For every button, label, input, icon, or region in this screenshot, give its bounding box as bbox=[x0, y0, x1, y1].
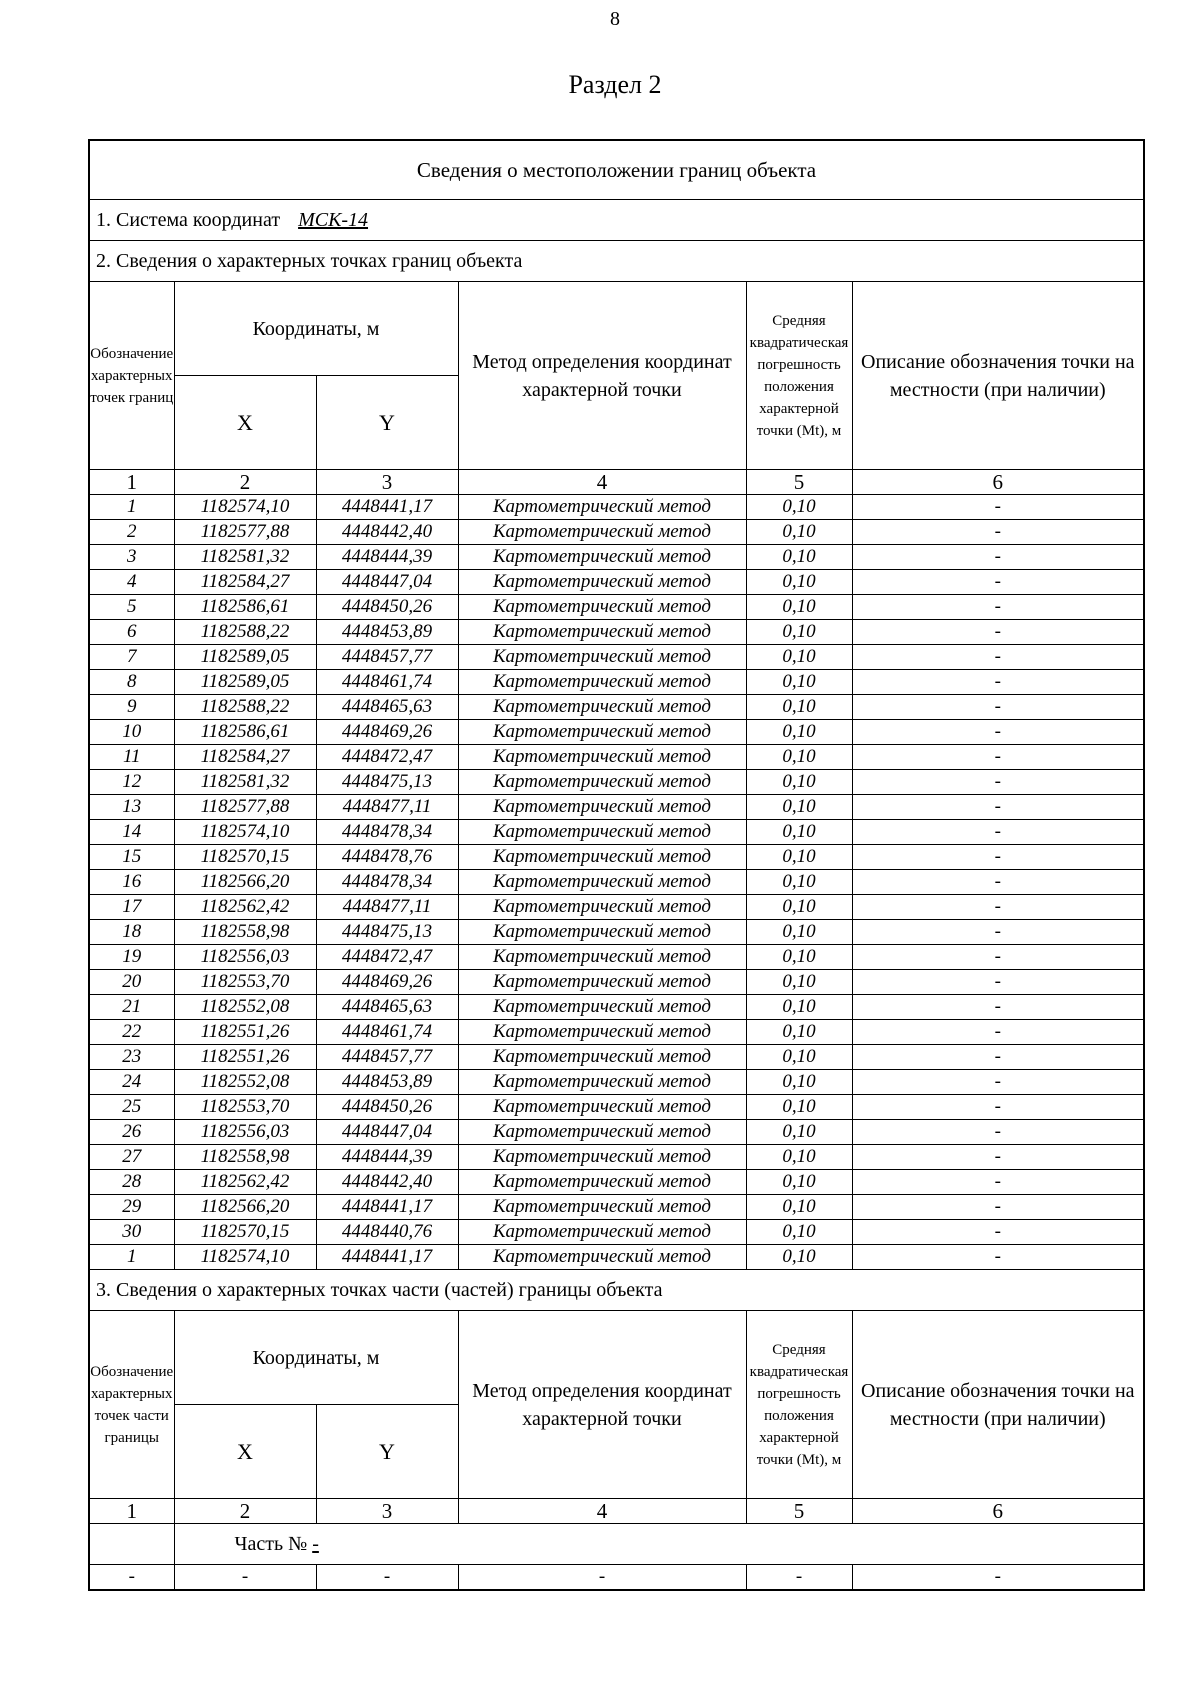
coord-y: 4448453,89 bbox=[316, 1070, 458, 1095]
coord-y: 4448442,40 bbox=[316, 520, 458, 545]
description-cell: - bbox=[852, 1145, 1144, 1170]
coord-y: 4448441,17 bbox=[316, 495, 458, 520]
method-cell: Картометрический метод bbox=[458, 545, 746, 570]
column-number: 5 bbox=[746, 1499, 852, 1524]
coord-x: 1182577,88 bbox=[174, 520, 316, 545]
error-cell: 0,10 bbox=[746, 895, 852, 920]
method-cell: Картометрический метод bbox=[458, 970, 746, 995]
method-cell: Картометрический метод bbox=[458, 1245, 746, 1270]
error-cell: 0,10 bbox=[746, 720, 852, 745]
error-cell: 0,10 bbox=[746, 1020, 852, 1045]
header-description: Описание обозначения точки на местности (при наличии) bbox=[852, 282, 1144, 470]
coord-x: 1182586,61 bbox=[174, 595, 316, 620]
point-number: 5 bbox=[89, 595, 174, 620]
column-number: 4 bbox=[458, 470, 746, 495]
coord-x: 1182551,26 bbox=[174, 1045, 316, 1070]
table-row bbox=[89, 1020, 1144, 1045]
table-row bbox=[89, 1170, 1144, 1195]
coord-y: 4448477,11 bbox=[316, 895, 458, 920]
table-row bbox=[89, 895, 1144, 920]
coord-x: 1182574,10 bbox=[174, 1245, 316, 1270]
points-section-title: 2. Сведения о характерных точках границ объекта bbox=[89, 241, 1144, 282]
coord-y: 4448450,26 bbox=[316, 595, 458, 620]
parts-header-x: X bbox=[174, 1405, 316, 1499]
description-cell: - bbox=[852, 920, 1144, 945]
table-row bbox=[89, 1045, 1144, 1070]
point-number: 2 bbox=[89, 520, 174, 545]
coord-y: 4448478,34 bbox=[316, 870, 458, 895]
method-cell: Картометрический метод bbox=[458, 895, 746, 920]
table-row bbox=[89, 695, 1144, 720]
description-cell: - bbox=[852, 620, 1144, 645]
error-cell: 0,10 bbox=[746, 595, 852, 620]
point-number: 22 bbox=[89, 1020, 174, 1045]
table-row bbox=[89, 770, 1144, 795]
coord-x: 1182552,08 bbox=[174, 1070, 316, 1095]
method-cell: Картометрический метод bbox=[458, 645, 746, 670]
error-cell: 0,10 bbox=[746, 1170, 852, 1195]
error-cell: 0,10 bbox=[746, 920, 852, 945]
parts-header-method: Метод определения координат характерной точки bbox=[458, 1311, 746, 1499]
error-cell: 0,10 bbox=[746, 945, 852, 970]
description-cell: - bbox=[852, 1045, 1144, 1070]
coord-y: 4448469,26 bbox=[316, 970, 458, 995]
coord-x: 1182577,88 bbox=[174, 795, 316, 820]
empty-cell: - bbox=[746, 1565, 852, 1591]
table-row bbox=[89, 745, 1144, 770]
column-number: 4 bbox=[458, 1499, 746, 1524]
column-number: 2 bbox=[174, 470, 316, 495]
method-cell: Картометрический метод bbox=[458, 795, 746, 820]
coord-x: 1182589,05 bbox=[174, 645, 316, 670]
empty-cell: - bbox=[458, 1565, 746, 1591]
table-row bbox=[89, 820, 1144, 845]
table-row bbox=[89, 670, 1144, 695]
description-cell: - bbox=[852, 1245, 1144, 1270]
description-cell: - bbox=[852, 1095, 1144, 1120]
table-row bbox=[89, 520, 1144, 545]
description-cell: - bbox=[852, 1120, 1144, 1145]
coord-x: 1182588,22 bbox=[174, 620, 316, 645]
table-row bbox=[89, 620, 1144, 645]
coord-x: 1182574,10 bbox=[174, 495, 316, 520]
coord-x: 1182589,05 bbox=[174, 670, 316, 695]
coord-x: 1182552,08 bbox=[174, 995, 316, 1020]
error-cell: 0,10 bbox=[746, 1220, 852, 1245]
table-row bbox=[89, 595, 1144, 620]
point-number: 28 bbox=[89, 1170, 174, 1195]
description-cell: - bbox=[852, 845, 1144, 870]
point-number: 1 bbox=[89, 495, 174, 520]
header-y: Y bbox=[316, 376, 458, 470]
header-designation: Обозначение характерных точек границ bbox=[89, 282, 174, 470]
error-cell: 0,10 bbox=[746, 620, 852, 645]
description-cell: - bbox=[852, 595, 1144, 620]
coord-y: 4448441,17 bbox=[316, 1245, 458, 1270]
method-cell: Картометрический метод bbox=[458, 670, 746, 695]
coord-x: 1182558,98 bbox=[174, 1145, 316, 1170]
error-cell: 0,10 bbox=[746, 570, 852, 595]
coord-y: 4448442,40 bbox=[316, 1170, 458, 1195]
table-row bbox=[89, 845, 1144, 870]
description-cell: - bbox=[852, 745, 1144, 770]
parts-section-title: 3. Сведения о характерных точках части (частей) границы объекта bbox=[89, 1270, 1144, 1311]
table-row bbox=[89, 920, 1144, 945]
part-label: Часть № bbox=[234, 1532, 308, 1555]
coord-x: 1182562,42 bbox=[174, 1170, 316, 1195]
table-row bbox=[89, 945, 1144, 970]
coord-y: 4448440,76 bbox=[316, 1220, 458, 1245]
error-cell: 0,10 bbox=[746, 970, 852, 995]
parts-header-description: Описание обозначения точки на местности (при наличии) bbox=[852, 1311, 1144, 1499]
point-number: 9 bbox=[89, 695, 174, 720]
method-cell: Картометрический метод bbox=[458, 720, 746, 745]
table-row bbox=[89, 1070, 1144, 1095]
method-cell: Картометрический метод bbox=[458, 1070, 746, 1095]
parts-column-numbers-row bbox=[89, 1499, 1144, 1524]
error-cell: 0,10 bbox=[746, 645, 852, 670]
coord-x: 1182570,15 bbox=[174, 1220, 316, 1245]
table-row bbox=[89, 995, 1144, 1020]
column-numbers-row bbox=[89, 470, 1144, 495]
description-cell: - bbox=[852, 1020, 1144, 1045]
table-row bbox=[89, 1220, 1144, 1245]
coord-x: 1182581,32 bbox=[174, 545, 316, 570]
table-row bbox=[89, 1095, 1144, 1120]
coord-x: 1182556,03 bbox=[174, 945, 316, 970]
point-number: 10 bbox=[89, 720, 174, 745]
point-number: 23 bbox=[89, 1045, 174, 1070]
coord-x: 1182566,20 bbox=[174, 1195, 316, 1220]
description-cell: - bbox=[852, 945, 1144, 970]
method-cell: Картометрический метод bbox=[458, 845, 746, 870]
part-spacer bbox=[89, 1524, 174, 1565]
error-cell: 0,10 bbox=[746, 845, 852, 870]
empty-cell: - bbox=[852, 1565, 1144, 1591]
error-cell: 0,10 bbox=[746, 545, 852, 570]
error-cell: 0,10 bbox=[746, 745, 852, 770]
point-number: 8 bbox=[89, 670, 174, 695]
description-cell: - bbox=[852, 770, 1144, 795]
table-row bbox=[89, 645, 1144, 670]
parts-header-designation: Обозначение характерных точек части границы bbox=[89, 1311, 174, 1499]
empty-cell: - bbox=[89, 1565, 174, 1591]
coord-y: 4448475,13 bbox=[316, 920, 458, 945]
point-number: 11 bbox=[89, 745, 174, 770]
description-cell: - bbox=[852, 1195, 1144, 1220]
error-cell: 0,10 bbox=[746, 1120, 852, 1145]
coordinate-system-label: 1. Система координат bbox=[96, 208, 281, 231]
coord-x: 1182551,26 bbox=[174, 1020, 316, 1045]
coord-x: 1182574,10 bbox=[174, 820, 316, 845]
coord-y: 4448472,47 bbox=[316, 945, 458, 970]
error-cell: 0,10 bbox=[746, 1145, 852, 1170]
error-cell: 0,10 bbox=[746, 695, 852, 720]
point-number: 3 bbox=[89, 545, 174, 570]
table-row bbox=[89, 495, 1144, 520]
column-number: 1 bbox=[89, 470, 174, 495]
method-cell: Картометрический метод bbox=[458, 595, 746, 620]
description-cell: - bbox=[852, 995, 1144, 1020]
boundary-table bbox=[88, 139, 1145, 1591]
method-cell: Картометрический метод bbox=[458, 745, 746, 770]
coord-y: 4448478,34 bbox=[316, 820, 458, 845]
page-number: 8 bbox=[610, 8, 620, 30]
column-number: 6 bbox=[852, 1499, 1144, 1524]
coord-x: 1182558,98 bbox=[174, 920, 316, 945]
error-cell: 0,10 bbox=[746, 670, 852, 695]
error-cell: 0,10 bbox=[746, 770, 852, 795]
method-cell: Картометрический метод bbox=[458, 920, 746, 945]
point-number: 17 bbox=[89, 895, 174, 920]
description-cell: - bbox=[852, 1220, 1144, 1245]
description-cell: - bbox=[852, 720, 1144, 745]
column-number: 1 bbox=[89, 1499, 174, 1524]
method-cell: Картометрический метод bbox=[458, 870, 746, 895]
table-row bbox=[89, 720, 1144, 745]
table-row bbox=[89, 870, 1144, 895]
method-cell: Картометрический метод bbox=[458, 1120, 746, 1145]
coordinate-system-row bbox=[89, 200, 1144, 241]
coord-y: 4448444,39 bbox=[316, 1145, 458, 1170]
description-cell: - bbox=[852, 970, 1144, 995]
method-cell: Картометрический метод bbox=[458, 1045, 746, 1070]
method-cell: Картометрический метод bbox=[458, 770, 746, 795]
method-cell: Картометрический метод bbox=[458, 1195, 746, 1220]
point-number: 6 bbox=[89, 620, 174, 645]
method-cell: Картометрический метод bbox=[458, 945, 746, 970]
column-number: 6 bbox=[852, 470, 1144, 495]
coord-y: 4448478,76 bbox=[316, 845, 458, 870]
coord-y: 4448477,11 bbox=[316, 795, 458, 820]
point-number: 18 bbox=[89, 920, 174, 945]
description-cell: - bbox=[852, 545, 1144, 570]
coord-x: 1182584,27 bbox=[174, 570, 316, 595]
point-number: 24 bbox=[89, 1070, 174, 1095]
coord-x: 1182586,61 bbox=[174, 720, 316, 745]
description-cell: - bbox=[852, 1070, 1144, 1095]
parts-header-error: Средняя квадратическая погрешность положения характерной точки (Mt), м bbox=[746, 1311, 852, 1499]
method-cell: Картометрический метод bbox=[458, 695, 746, 720]
description-cell: - bbox=[852, 795, 1144, 820]
error-cell: 0,10 bbox=[746, 1195, 852, 1220]
column-number: 2 bbox=[174, 1499, 316, 1524]
table-row bbox=[89, 1145, 1144, 1170]
error-cell: 0,10 bbox=[746, 1045, 852, 1070]
coord-x: 1182553,70 bbox=[174, 970, 316, 995]
coord-y: 4448450,26 bbox=[316, 1095, 458, 1120]
method-cell: Картометрический метод bbox=[458, 570, 746, 595]
part-value: - bbox=[312, 1532, 319, 1555]
point-number: 1 bbox=[89, 1245, 174, 1270]
part-label-cell bbox=[174, 1524, 1144, 1565]
error-cell: 0,10 bbox=[746, 1095, 852, 1120]
coord-x: 1182553,70 bbox=[174, 1095, 316, 1120]
parts-empty-row bbox=[89, 1565, 1144, 1591]
error-cell: 0,10 bbox=[746, 520, 852, 545]
table-title: Сведения о местоположении границ объекта bbox=[89, 140, 1144, 200]
point-number: 20 bbox=[89, 970, 174, 995]
method-cell: Картометрический метод bbox=[458, 495, 746, 520]
coord-y: 4448444,39 bbox=[316, 545, 458, 570]
description-cell: - bbox=[852, 870, 1144, 895]
method-cell: Картометрический метод bbox=[458, 1020, 746, 1045]
empty-cell: - bbox=[174, 1565, 316, 1591]
point-number: 27 bbox=[89, 1145, 174, 1170]
table-row bbox=[89, 1120, 1144, 1145]
error-cell: 0,10 bbox=[746, 1245, 852, 1270]
column-number: 3 bbox=[316, 1499, 458, 1524]
header-error: Средняя квадратическая погрешность положения характерной точки (Mt), м bbox=[746, 282, 852, 470]
coord-x: 1182556,03 bbox=[174, 1120, 316, 1145]
point-number: 4 bbox=[89, 570, 174, 595]
column-number: 5 bbox=[746, 470, 852, 495]
header-method: Метод определения координат характерной точки bbox=[458, 282, 746, 470]
table-row bbox=[89, 1245, 1144, 1270]
coord-x: 1182562,42 bbox=[174, 895, 316, 920]
error-cell: 0,10 bbox=[746, 1070, 852, 1095]
method-cell: Картометрический метод bbox=[458, 1170, 746, 1195]
coord-x: 1182566,20 bbox=[174, 870, 316, 895]
error-cell: 0,10 bbox=[746, 995, 852, 1020]
coord-x: 1182588,22 bbox=[174, 695, 316, 720]
coord-y: 4448465,63 bbox=[316, 695, 458, 720]
point-number: 25 bbox=[89, 1095, 174, 1120]
table-row bbox=[89, 545, 1144, 570]
point-number: 12 bbox=[89, 770, 174, 795]
coord-y: 4448457,77 bbox=[316, 1045, 458, 1070]
coord-y: 4448447,04 bbox=[316, 570, 458, 595]
point-number: 19 bbox=[89, 945, 174, 970]
method-cell: Картометрический метод bbox=[458, 520, 746, 545]
table-row bbox=[89, 570, 1144, 595]
point-number: 29 bbox=[89, 1195, 174, 1220]
coord-y: 4448457,77 bbox=[316, 645, 458, 670]
point-number: 14 bbox=[89, 820, 174, 845]
coord-y: 4448472,47 bbox=[316, 745, 458, 770]
point-number: 21 bbox=[89, 995, 174, 1020]
coordinate-system-value: МСК-14 bbox=[298, 208, 369, 231]
coord-x: 1182581,32 bbox=[174, 770, 316, 795]
header-coordinates: Координаты, м bbox=[174, 282, 458, 376]
point-number: 30 bbox=[89, 1220, 174, 1245]
method-cell: Картометрический метод bbox=[458, 1145, 746, 1170]
column-number: 3 bbox=[316, 470, 458, 495]
description-cell: - bbox=[852, 695, 1144, 720]
table-row bbox=[89, 970, 1144, 995]
method-cell: Картометрический метод bbox=[458, 1220, 746, 1245]
description-cell: - bbox=[852, 645, 1144, 670]
description-cell: - bbox=[852, 495, 1144, 520]
point-number: 7 bbox=[89, 645, 174, 670]
coord-y: 4448475,13 bbox=[316, 770, 458, 795]
table-row bbox=[89, 795, 1144, 820]
description-cell: - bbox=[852, 520, 1144, 545]
coord-x: 1182570,15 bbox=[174, 845, 316, 870]
parts-header-coordinates: Координаты, м bbox=[174, 1311, 458, 1405]
coord-y: 4448469,26 bbox=[316, 720, 458, 745]
coord-y: 4448453,89 bbox=[316, 620, 458, 645]
table-row bbox=[89, 1195, 1144, 1220]
point-number: 26 bbox=[89, 1120, 174, 1145]
coord-y: 4448461,74 bbox=[316, 1020, 458, 1045]
section-title: Раздел 2 bbox=[568, 70, 662, 99]
error-cell: 0,10 bbox=[746, 870, 852, 895]
error-cell: 0,10 bbox=[746, 795, 852, 820]
coord-y: 4448465,63 bbox=[316, 995, 458, 1020]
point-number: 13 bbox=[89, 795, 174, 820]
method-cell: Картометрический метод bbox=[458, 820, 746, 845]
point-number: 16 bbox=[89, 870, 174, 895]
parts-header-y: Y bbox=[316, 1405, 458, 1499]
coord-y: 4448461,74 bbox=[316, 670, 458, 695]
method-cell: Картометрический метод bbox=[458, 1095, 746, 1120]
description-cell: - bbox=[852, 820, 1144, 845]
header-x: X bbox=[174, 376, 316, 470]
description-cell: - bbox=[852, 895, 1144, 920]
method-cell: Картометрический метод bbox=[458, 995, 746, 1020]
empty-cell: - bbox=[316, 1565, 458, 1591]
description-cell: - bbox=[852, 670, 1144, 695]
method-cell: Картометрический метод bbox=[458, 620, 746, 645]
error-cell: 0,10 bbox=[746, 495, 852, 520]
point-number: 15 bbox=[89, 845, 174, 870]
coord-x: 1182584,27 bbox=[174, 745, 316, 770]
coord-y: 4448441,17 bbox=[316, 1195, 458, 1220]
coord-y: 4448447,04 bbox=[316, 1120, 458, 1145]
description-cell: - bbox=[852, 570, 1144, 595]
description-cell: - bbox=[852, 1170, 1144, 1195]
error-cell: 0,10 bbox=[746, 820, 852, 845]
